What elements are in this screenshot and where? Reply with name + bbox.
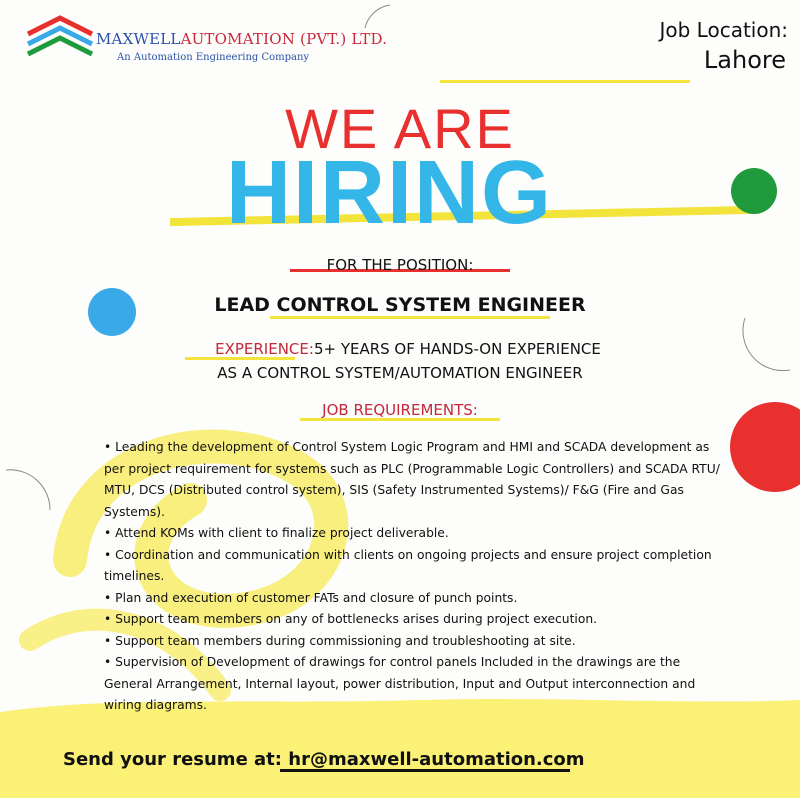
arc-decoration-left <box>6 470 50 510</box>
job-location-label: Job Location: <box>659 18 788 42</box>
company-name <box>96 30 387 48</box>
experience-line-2: AS A CONTROL SYSTEM/AUTOMATION ENGINEER <box>217 364 583 382</box>
requirement-item: • Supervision of Development of drawings for control panels Included in the drawings are the General Arrangement, Internal layout, power distribution, Input and Output interconnection and wiring diagrams. <box>104 655 696 712</box>
job-location-value: Lahore <box>703 46 786 74</box>
contact-line <box>63 749 585 770</box>
company-name-part1: MAXWELL <box>96 30 181 48</box>
position-label: FOR THE POSITION: <box>326 256 474 274</box>
yellow-rule-top <box>440 80 690 83</box>
requirement-item: • Leading the development of Control System Logic Program and HMI and SCADA development as per project requirement for systems such as PLC (Programmable Logic Controllers) and SCADA RTU/ MTU, DCS (Distributed control system), SIS (Safety Instrumented Systems)/ F&G (Fire and Gas Systems). <box>104 440 720 519</box>
position-title: LEAD CONTROL SYSTEM ENGINEER <box>214 294 586 316</box>
contact-label: Send your resume at: <box>63 749 282 770</box>
requirement-item: • Coordination and communication with clients on ongoing projects and ensure project completion timelines. <box>104 547 712 583</box>
contact-email-link[interactable]: hr@maxwell-automation.com <box>288 749 585 770</box>
company-tagline: An Automation Engineering Company <box>117 52 310 63</box>
requirement-item: • Attend KOMs with client to finalize project deliverable. <box>104 526 449 540</box>
experience-text-1: 5+ YEARS OF HANDS-ON EXPERIENCE <box>313 340 601 358</box>
company-name-part2: AUTOMATION (PVT.) LTD. <box>180 30 388 48</box>
headline-hiring: HIRING <box>226 143 553 243</box>
requirement-item: • Plan and execution of customer FATs and closure of punch points. <box>104 590 518 605</box>
logo-mark-icon <box>28 18 92 54</box>
requirement-item: • Support team members on any of bottlenecks arises during project execution. <box>104 612 598 626</box>
green-circle-decoration <box>731 168 777 214</box>
requirement-item: • Support team members during commissioning and troubleshooting at site. <box>104 633 576 648</box>
headline-we-are: WE ARE <box>285 97 515 160</box>
requirements-list <box>104 437 724 717</box>
yellow-underline-position <box>270 316 550 319</box>
experience-label: EXPERIENCE: <box>215 340 314 358</box>
arc-decoration-top <box>365 5 390 28</box>
requirements-title: JOB REQUIREMENTS: <box>322 401 478 419</box>
experience-line-1 <box>0 340 800 358</box>
